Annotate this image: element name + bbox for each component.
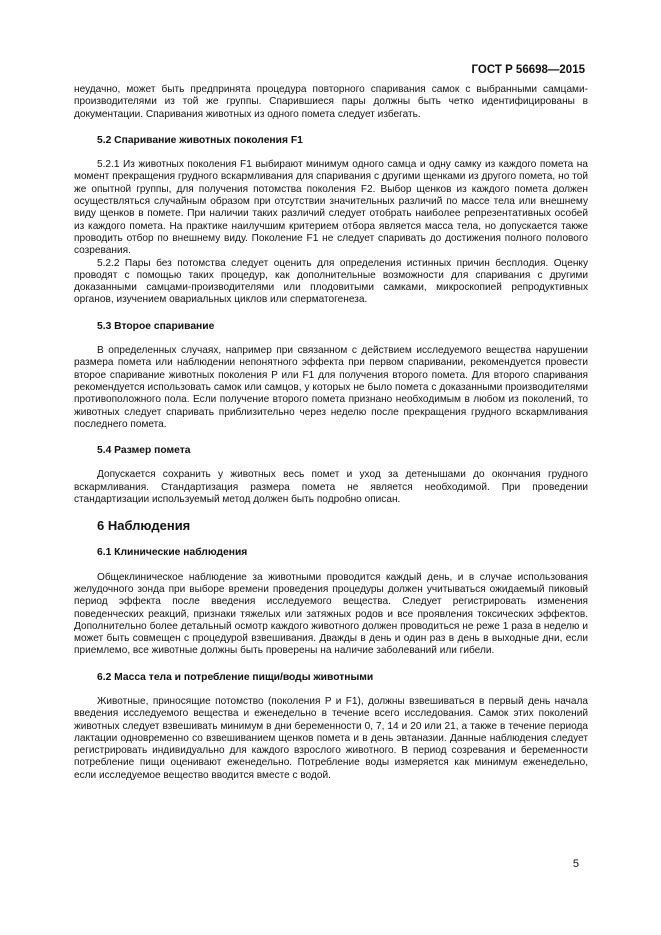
paragraph-5-3: В определенных случаях, например при связанном с действием исследуемого вещества нарушении размера помета или наблюдении непонятного эффекта при первом спаривании, рекомендуется провести второе спаривание животных поколения P или F1 для получения второго помета. Для второго спаривания рекомендуется использовать самок или самцов, у которых не было помета с доказанными производителями противоположного пола. Если получение второго помета признано необходимым в любом из поколений, то животных следует спаривать приблизительно через неделю после прекращения грудного вскармливания последнего помета. <box>74 345 588 430</box>
section-heading-6-1: 6.1 Клинические наблюдения <box>97 547 248 559</box>
section-heading-5-3: 5.3 Второе спаривание <box>97 320 215 332</box>
paragraph-5-2-1: 5.2.1 Из животных поколения F1 выбирают минимум одного самца и одну самку из каждого помета на момент прекращения грудного вскармливания для спаривания с другими щенками из другого помета, но той же опытной группы, для получения потомства поколения F2. Выбор щенков из каждого помета должен осуществляться случайным образом при отсутствии значительных различий по массе тела или внешнему виду щенков в помете. При наличии таких различий следует отобрать наиболее репрезентативных особей из каждого помета. На практике наилучшим критерием отбора является масса тела, но допускается также проводить отбор по внешнему виду. Поколение F1 не следует спаривать до достижения полного полового созревания. <box>74 159 588 257</box>
chapter-heading-6: 6 Наблюдения <box>97 518 191 534</box>
page-content <box>74 84 588 782</box>
section-heading-6-2: 6.2 Масса тела и потребление пищи/воды животными <box>97 671 374 683</box>
section-heading-5-2: 5.2 Спаривание животных поколения F1 <box>97 134 303 146</box>
paragraph-6-1: Общеклиническое наблюдение за животными проводится каждый день, и в случае использования желудочного зонда при выборе времени проведения процедуры должен учитываться ожидаемый пиковый период эффекта после введения исследуемого вещества. Следует регистрировать изменения поведенческих реакций, признаки тяжелых или затяжных родов и все проявления токсических эффектов. Дополнительно более детальный осмотр каждого животного должен проводиться не реже 1 раза в неделю и может быть совмещен с процедурой взвешивания. Дважды в день и один раз в день в выходные дни, если приемлемо, все животные должны быть проверены на наличие заболеваний или гибели. <box>74 571 588 657</box>
paragraph-5-2-2: 5.2.2 Пары без потомства следует оценить для определения истинных причин бесплодия. Оценку проводят с помощью таких процедур, как дополнительные возможности для спаривания с другими доказанными самцами-производителями или плодовитыми самками, микроскопией репродуктивных органов, изучением овариальных циклов или сперматогенеза. <box>74 257 588 306</box>
paragraph-6-2: Животные, приносящие потомство (поколения P и F1), должны взвешиваться в первый день начала введения исследуемого вещества и еженедельно в течение всего исследования. Самок этих поколений животных следует взвешивать минимум в дни беременности 0, 7, 14 и 20 или 21, а также в течение периода лактации одновременно со взвешиванием щенков помета и в день эвтаназии. Данные наблюдения следует регистрировать индивидуально для каждого взрослого животного. В период созревания и беременности потребление пищи оценивают еженедельно. Потребление воды измеряется как минимум еженедельно, если исследуемое вещество вводится вместе с водой. <box>74 695 588 781</box>
document-id-header: ГОСТ Р 56698—2015 <box>471 64 585 76</box>
section-heading-5-4: 5.4 Размер помета <box>97 445 191 457</box>
page-number: 5 <box>572 858 579 870</box>
paragraph-5-4: Допускается сохранить у животных весь помет и уход за детенышами до окончания грудного вскармливания. Стандартизация размера помета не является необходимой. При проведении стандартизации используемый метод должен быть подробно описан. <box>74 469 588 506</box>
paragraph-continuation: неудачно, может быть предпринята процедура повторного спаривания самок с выбранными самцами-производителями из той же группы. Спарившиеся пары должны быть четко идентифицированы в документации. Спаривания животных из одного помета следует избегать. <box>74 84 588 120</box>
